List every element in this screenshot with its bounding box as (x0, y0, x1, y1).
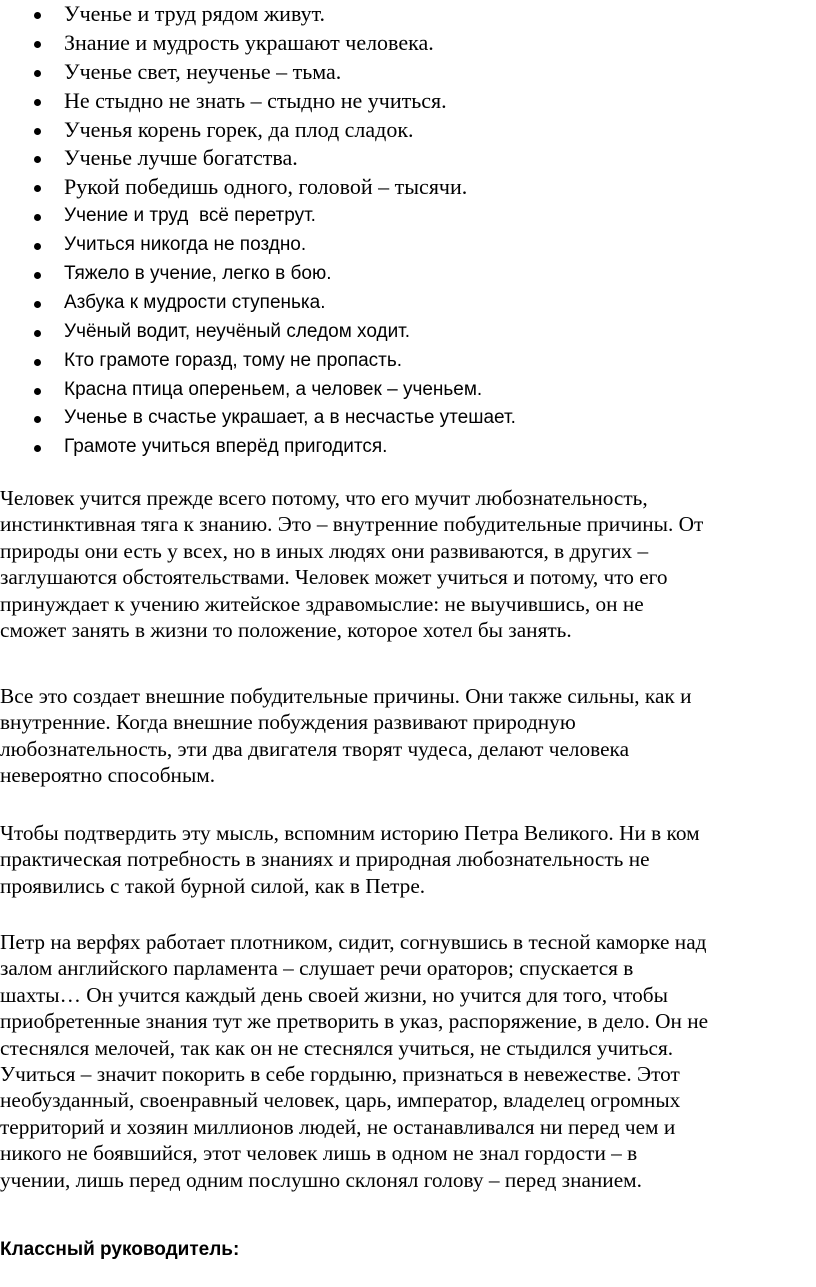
paragraph-line: Учиться – значит покорить в себе гордыню, признаться в невежестве. Этот (0, 1062, 680, 1087)
list-item (0, 347, 816, 376)
paragraph-external-reasons (0, 683, 816, 789)
paragraph-line: Человек учится прежде всего потому, что его мучит любознательность, (0, 486, 648, 510)
list-item-text: Азбука к мудрости ступенька. (64, 291, 326, 313)
proverbs-list (0, 0, 816, 462)
list-item (0, 318, 816, 347)
bullet-icon (34, 301, 41, 308)
bullet-icon (34, 359, 41, 366)
list-item (0, 87, 816, 116)
paragraph-line: принуждает к учению житейское здравомыслие: не выучившись, он не (0, 591, 644, 616)
list-item-text: Кто грамоте горазд, тому не пропасть. (64, 349, 403, 371)
bullet-icon (34, 12, 41, 19)
list-item-text: Учёный водит, неучёный следом ходит. (64, 320, 411, 342)
paragraph-line: учении, лишь перед одним послушно склонял голову – перед знанием. (0, 1167, 642, 1192)
paragraph-peter-intro (0, 820, 816, 899)
list-item (0, 202, 816, 231)
list-item-text: Рукой победишь одного, головой – тысячи. (64, 174, 468, 200)
paragraph-line: необузданный, своенравный человек, царь, император, владелец огромных (0, 1088, 681, 1113)
paragraph-line: практическая потребность в знаниях и природная любознательность не (0, 847, 650, 872)
paragraph-line: территорий и хозяин миллионов людей, не останавливался ни перед чем и (0, 1114, 676, 1139)
bullet-icon (34, 445, 41, 452)
bullet-icon (34, 99, 41, 106)
paragraph-line: невероятно способным. (0, 763, 216, 788)
paragraph-line: внутренние. Когда внешние побуждения развивают природную (0, 710, 576, 735)
list-item-text: Учиться никогда не поздно. (64, 234, 307, 256)
paragraph-curiosity (0, 485, 816, 643)
list-item (0, 144, 816, 173)
bullet-icon (34, 41, 41, 48)
list-item (0, 376, 816, 405)
paragraph-line: проявились с такой бурной силой, как в Петре. (0, 873, 426, 898)
paragraph-line: залом английского парламента – слушает речи ораторов; спускается в (0, 956, 634, 981)
list-item-text: Тяжело в учение, легко в бою. (64, 263, 332, 285)
paragraph-line: Все это создает внешние побудительные причины. Они также сильны, как и (0, 684, 692, 708)
paragraph-line: сможет занять в жизни то положение, которое хотел бы занять. (0, 618, 572, 643)
list-item-text: Ученье свет, неученье – тьма. (64, 58, 342, 84)
paragraph-line: заглушаются обстоятельствами. Человек может учиться и потому, что его (0, 565, 668, 590)
bullet-icon (34, 416, 41, 423)
list-item (0, 58, 816, 87)
paragraph-line: инстинктивная тяга к знанию. Это – внутренние побудительные причины. От (0, 512, 704, 537)
bullet-icon (34, 272, 41, 279)
paragraph-line: Петр на верфях работает плотником, сидит, согнувшись в тесной каморке над (0, 930, 707, 954)
bullet-icon (34, 128, 41, 135)
bullet-icon (34, 70, 41, 77)
bullet-icon (34, 330, 41, 337)
list-item (0, 29, 816, 58)
paragraph-line: шахты… Он учится каждый день своей жизни, но учится для того, чтобы (0, 982, 668, 1007)
bullet-icon (34, 388, 41, 395)
paragraph-line: никого не боявшийся, этот человек лишь в одном не знал гордости – в (0, 1141, 638, 1166)
list-item (0, 404, 816, 433)
list-item (0, 173, 816, 202)
class-teacher-heading: Классный руководитель: (0, 1239, 240, 1260)
list-item-text: Ученье лучше богатства. (64, 145, 298, 171)
list-item-text: Не стыдно не знать – стыдно не учиться. (64, 87, 447, 113)
paragraph-line: стеснялся мелочей, так как он не стеснялся учиться, не стыдился учиться. (0, 1035, 674, 1060)
paragraph-line: приобретенные знания тут же претворить в указ, распоряжение, в дело. Он не (0, 1009, 709, 1034)
list-item (0, 116, 816, 145)
list-item (0, 260, 816, 289)
paragraph-line: любознательность, эти два двигателя творят чудеса, делают человека (0, 736, 630, 761)
paragraph-peter-story (0, 929, 816, 1193)
list-item (0, 289, 816, 318)
bullet-icon (34, 243, 41, 250)
list-item (0, 433, 816, 462)
list-item-text: Учение и труд всё перетрут. (64, 205, 316, 227)
list-item-text: Ученья корень горек, да плод сладок. (64, 116, 414, 142)
paragraph-line: природы они есть у всех, но в иных людях они развиваются, в других – (0, 538, 649, 563)
list-item-text: Ученье в счастье украшает, а в несчастье утешает. (64, 407, 516, 429)
list-item-text: Ученье и труд рядом живут. (64, 1, 326, 26)
list-item-text: Грамоте учиться вперёд пригодится. (64, 436, 388, 458)
list-item-text: Знание и мудрость украшают человека. (64, 29, 434, 55)
list-item (0, 231, 816, 260)
list-item (0, 0, 816, 29)
paragraph-line: Чтобы подтвердить эту мысль, вспомним историю Петра Великого. Ни в ком (0, 821, 700, 845)
list-item-text: Красна птица опереньем, а человек – ученьем. (64, 378, 483, 400)
bullet-icon (34, 156, 41, 163)
bullet-icon (34, 214, 41, 221)
bullet-icon (34, 185, 41, 192)
